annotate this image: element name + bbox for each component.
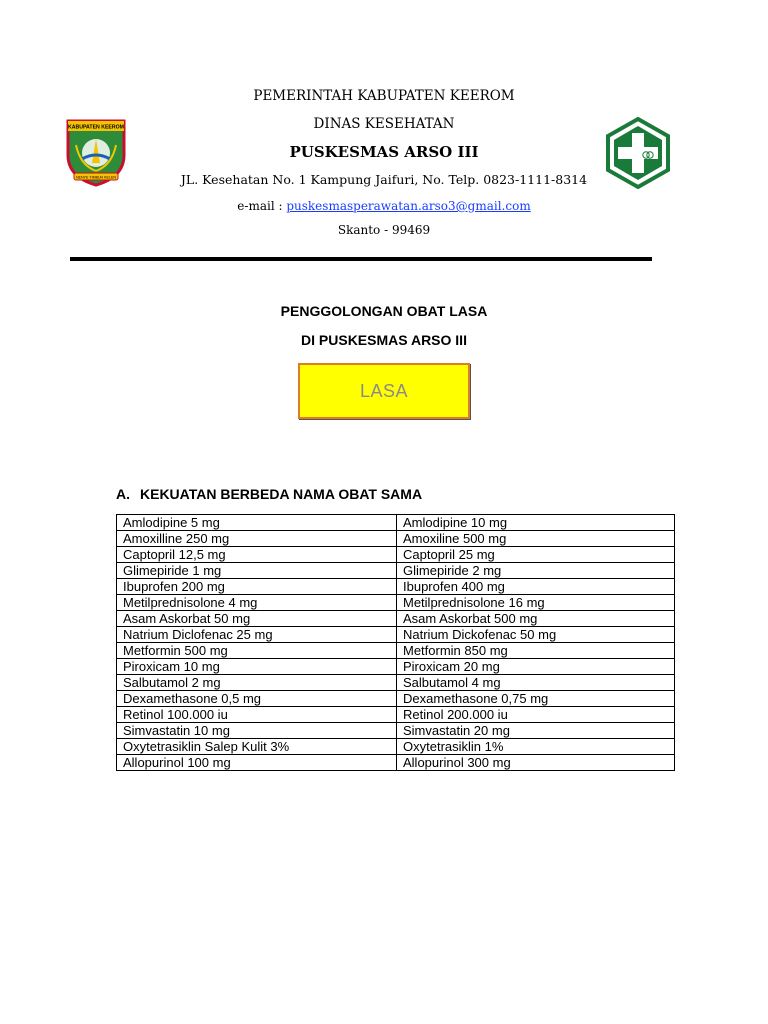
drug-strength-high: Oxytetrasiklin 1% <box>397 739 675 755</box>
table-row <box>117 707 675 723</box>
drug-strength-high: Retinol 200.000 iu <box>397 707 675 723</box>
drug-strength-low: Retinol 100.000 iu <box>117 707 397 723</box>
lasa-label-box <box>298 363 470 419</box>
logo-left-text: KABUPATEN KEEROM <box>67 124 125 131</box>
table-row <box>117 723 675 739</box>
drug-strength-high: Salbutamol 4 mg <box>397 675 675 691</box>
lasa-drug-table <box>116 514 675 771</box>
table-row <box>117 563 675 579</box>
drug-strength-high: Asam Askorbat 500 mg <box>397 611 675 627</box>
drug-strength-high: Dexamethasone 0,75 mg <box>397 691 675 707</box>
drug-strength-high: Natrium Dickofenac 50 mg <box>397 627 675 643</box>
drug-strength-high: Captopril 25 mg <box>397 547 675 563</box>
email-link[interactable]: puskesmasperawatan.arso3@gmail.com <box>286 199 531 213</box>
document-subtitle: DI PUSKESMAS ARSO III <box>301 332 467 348</box>
table-row <box>117 675 675 691</box>
table-row <box>117 739 675 755</box>
drug-strength-low: Glimepiride 1 mg <box>117 563 397 579</box>
section-title: KEKUATAN BERBEDA NAMA OBAT SAMA <box>140 486 423 502</box>
government-name: PEMERINTAH KABUPATEN KEEROM <box>253 88 515 104</box>
table-row <box>117 691 675 707</box>
institution-name: PUSKESMAS ARSO III <box>289 143 479 161</box>
drug-strength-high: Amlodipine 10 mg <box>397 515 675 531</box>
drug-strength-low: Amoxilline 250 mg <box>117 531 397 547</box>
drug-strength-low: Amlodipine 5 mg <box>117 515 397 531</box>
drug-strength-low: Captopril 12,5 mg <box>117 547 397 563</box>
table-row <box>117 547 675 563</box>
department-name: DINAS KESEHATAN <box>313 116 455 132</box>
section-heading <box>116 486 422 502</box>
table-row <box>117 595 675 611</box>
drug-strength-low: Ibuprofen 200 mg <box>117 579 397 595</box>
email-line <box>0 198 768 214</box>
table-row <box>117 659 675 675</box>
header-divider <box>70 257 652 261</box>
table-row <box>117 627 675 643</box>
drug-strength-high: Metilprednisolone 16 mg <box>397 595 675 611</box>
lasa-label: LASA <box>359 380 409 401</box>
drug-strength-low: Oxytetrasiklin Salep Kulit 3% <box>117 739 397 755</box>
table-row <box>117 611 675 627</box>
section-number: A. <box>116 486 130 502</box>
table-row <box>117 579 675 595</box>
drug-strength-low: Natrium Diclofenac 25 mg <box>117 627 397 643</box>
postal-line: Skanto - 99469 <box>337 223 431 237</box>
drug-strength-low: Simvastatin 10 mg <box>117 723 397 739</box>
email-label: e-mail : <box>237 199 287 213</box>
drug-strength-high: Simvastatin 20 mg <box>397 723 675 739</box>
drug-strength-low: Piroxicam 10 mg <box>117 659 397 675</box>
drug-strength-low: Metilprednisolone 4 mg <box>117 595 397 611</box>
logo-left-motto: NENYE TIMBUH KELEN <box>76 175 116 180</box>
drug-strength-low: Metformin 500 mg <box>117 643 397 659</box>
drug-strength-low: Dexamethasone 0,5 mg <box>117 691 397 707</box>
table-row <box>117 515 675 531</box>
drug-strength-high: Glimepiride 2 mg <box>397 563 675 579</box>
table-row <box>117 643 675 659</box>
drug-strength-high: Piroxicam 20 mg <box>397 659 675 675</box>
drug-strength-high: Amoxiline 500 mg <box>397 531 675 547</box>
address-line: JL. Kesehatan No. 1 Kampung Jaifuri, No. Telp. 0823-1111-8314 <box>180 172 588 187</box>
document-title: PENGGOLONGAN OBAT LASA <box>280 303 488 319</box>
drug-strength-low: Allopurinol 100 mg <box>117 755 397 771</box>
drug-strength-low: Asam Askorbat 50 mg <box>117 611 397 627</box>
drug-strength-high: Metformin 850 mg <box>397 643 675 659</box>
drug-strength-high: Allopurinol 300 mg <box>397 755 675 771</box>
table-row <box>117 531 675 547</box>
drug-strength-high: Ibuprofen 400 mg <box>397 579 675 595</box>
drug-strength-low: Salbutamol 2 mg <box>117 675 397 691</box>
drug-table-body <box>117 515 675 771</box>
table-row <box>117 755 675 771</box>
